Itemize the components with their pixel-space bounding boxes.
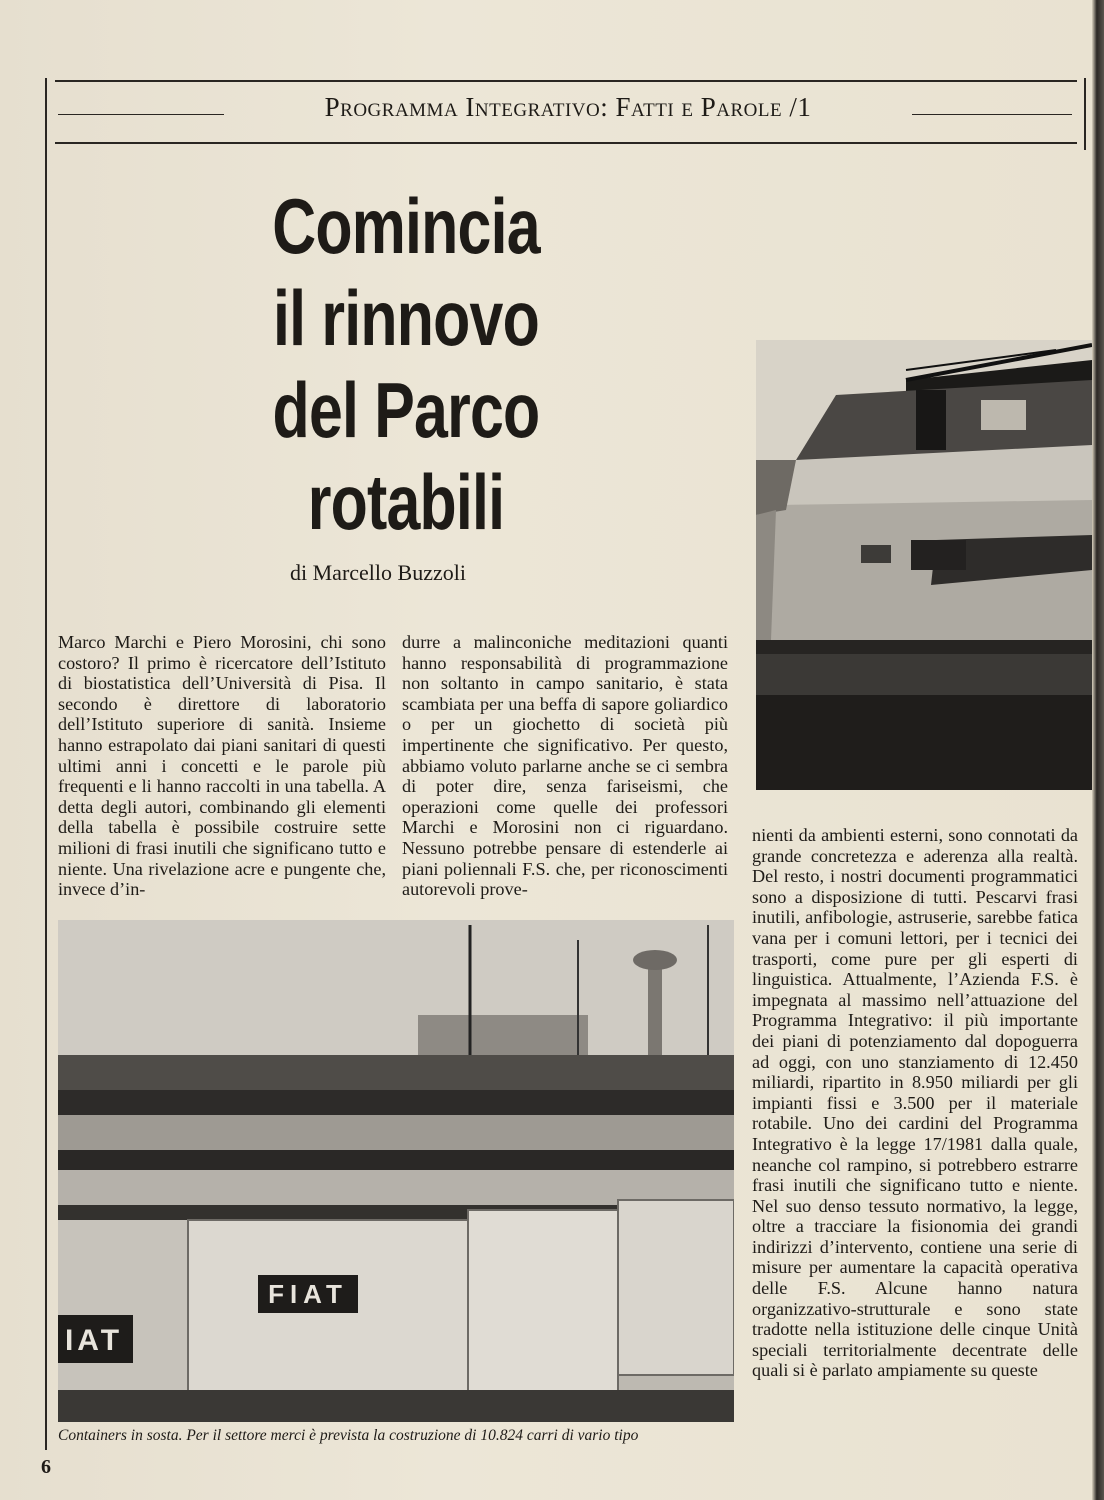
page-edge-shadow — [1092, 0, 1104, 1500]
margin-rule-right — [1084, 78, 1086, 150]
margin-rule-left — [45, 78, 47, 1450]
locomotive-photo — [756, 340, 1092, 790]
article-headline — [242, 180, 570, 548]
header-rule-bottom — [55, 142, 1077, 144]
photo-caption: Containers in sosta. Per il settore merci è prevista la costruzione di 10.824 carri di vario tipo — [58, 1427, 639, 1444]
locomotive-illustration — [756, 340, 1092, 790]
headline-line-4: rotabili — [307, 458, 505, 546]
article-column-2: durre a malinconiche meditazioni quanti hanno responsabilità di programmazione non soltanto in campo sanitario, è stata scambiata per una beffa di sapore goliardico o per un giochetto di società più impertinente che significativo. Per questo, abbiamo voluto parlarne anche se ci sembra di poter dire, senza fariseismi, che operazioni come quelle dei professori Marchi e Morosini non ci riguardano. Nessuno potrebbe pensare di estenderle ai piani poliennali F.S. che, per riconoscimenti autorevoli prove- — [402, 632, 728, 900]
header-rule-top — [55, 80, 1077, 82]
header-rule-right — [912, 114, 1072, 115]
byline: di Marcello Buzzoli — [290, 560, 466, 585]
container-lettering-iat: IAT — [64, 1324, 124, 1357]
page-number: 6 — [41, 1456, 51, 1478]
headline-line-1: Comincia — [272, 182, 540, 270]
article-column-1: Marco Marchi e Piero Morosini, chi sono costoro? Il primo è ricercatore dell’Istituto di biostatistica dell’Università di Pisa. Il secondo è direttore di laboratorio dell’Istituto superiore di sanità. Insieme hanno estrapolato dai piani sanitari di questi ultimi anni i concetti e le parole più frequenti e li hanno raccolti in una tabella. A detta degli autori, combinando gli elementi della tabella è possibile costruire sette milioni di frasi inutili che significano tutto e niente. Una rivelazione acre e pungente che, invece d’in- — [58, 632, 386, 900]
headline-line-2: il rinnovo — [273, 274, 539, 362]
header-rule-left — [58, 114, 224, 115]
container-lettering-fiat: FIAT — [268, 1279, 348, 1309]
series-title: Programma Integrativo: Fatti e Parole /1 — [324, 92, 812, 122]
containers-photo — [58, 920, 734, 1422]
article-column-3: nienti da ambienti esterni, sono connotati da grande concretezza e aderenza alla realtà. Del resto, i nostri documenti programmatici sono a disposizione di tutti. Pescarvi frasi inutili, anfibologie, astruserie, sarebbe fatica vana per i comuni lettori, per i tecnici dei trasporti, come pure per gli esperti di linguistica. Attualmente, l’Azienda F.S. è impegnata al massimo nell’attuazione del Programma Integrativo: il più importante dei piani di potenziamento dal dopoguerra ad oggi, con uno stanziamento di 12.450 miliardi, ripartito in 8.950 miliardi per gli impianti fissi e 3.500 per il materiale rotabile. Uno dei cardini del Programma Integrativo è la legge 17/1981 dalla quale, neanche col rampino, si potrebbero estrarre frasi inutili che significano tutto e niente. Nel suo denso tessuto normativo, la legge, oltre a tracciare la fisionomia dei grandi indirizzi d’intervento, contiene una serie di misure per aumentare la capacità operativa delle F.S. Alcune hanno natura organizzativo-strutturale e sono state tradotte nella istituzione delle cinque Unità speciali territorialmente decentrate delle quali si è parlato ampiamente su queste — [752, 825, 1078, 1381]
containers-illustration — [58, 920, 734, 1422]
headline-line-3: del Parco — [272, 366, 540, 454]
